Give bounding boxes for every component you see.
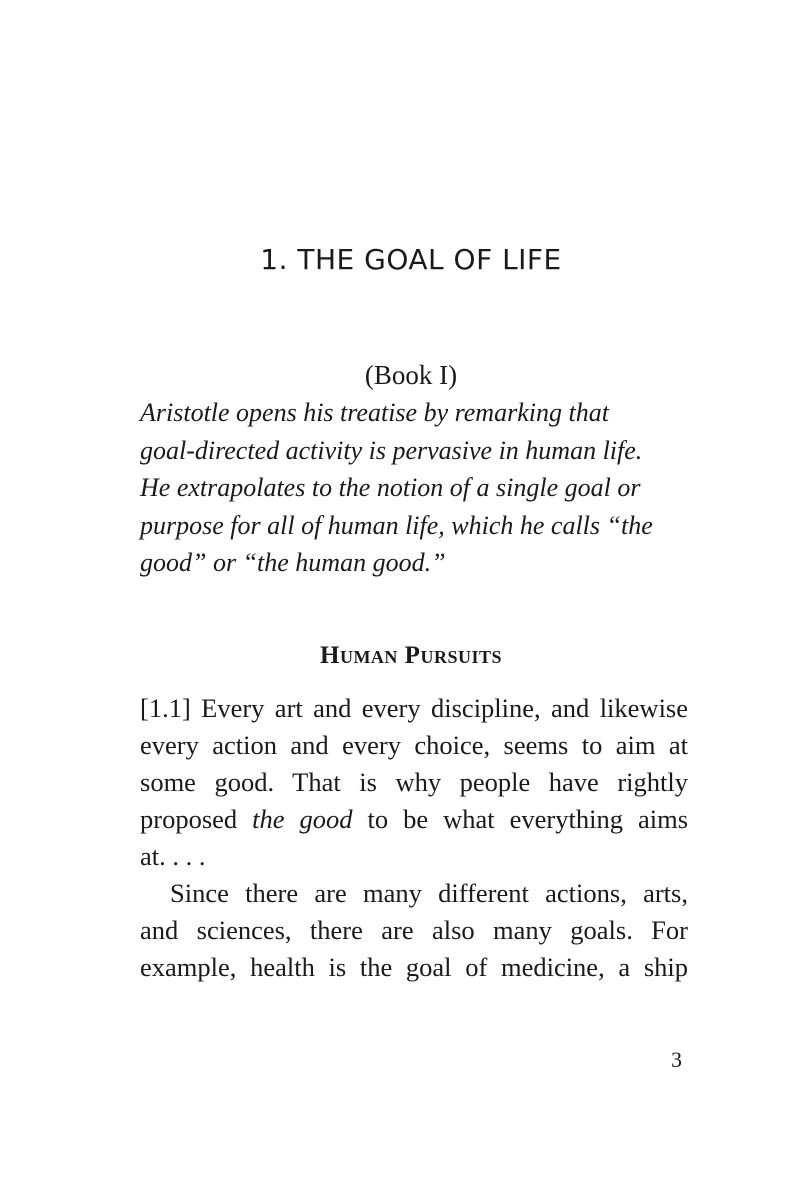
summary-line: Aristotle opens his treatise by remarking that [140,398,609,427]
page-number: 3 [671,1047,682,1072]
chapter-summary [140,394,688,582]
body-text [140,690,688,986]
text-run: proposed [140,804,253,834]
text-run: to be what everything aims [352,804,689,834]
book-reference: (Book I) [364,360,458,390]
summary-line: goal-directed activity is pervasive in human life. [140,435,643,465]
section-heading: Human Pursuits [320,642,502,669]
paragraph-line: and sciences, there are also many goals. For [140,915,688,945]
paragraph-line: at. . . . [140,841,206,871]
paragraph-line: Since there are many different actions, arts, [170,878,688,908]
paragraph-line: example, health is the goal of medicine, a ship [140,952,688,982]
summary-line: He extrapolates to the notion of a single goal or [140,473,641,502]
paragraph-line: every action and every choice, seems to aim at [140,730,688,760]
paragraph-line [140,801,688,838]
chapter-title: 1. THE GOAL OF LIFE [260,243,562,276]
paragraph-line: [1.1] Every art and every discipline, and likewise [140,693,688,723]
summary-line: purpose for all of human life, which he calls “the [140,510,653,540]
emphasized-phrase: the good [252,804,353,834]
paragraph-line: some good. That is why people have rightly [140,767,688,797]
summary-line: good” or “the human good.” [140,548,446,577]
